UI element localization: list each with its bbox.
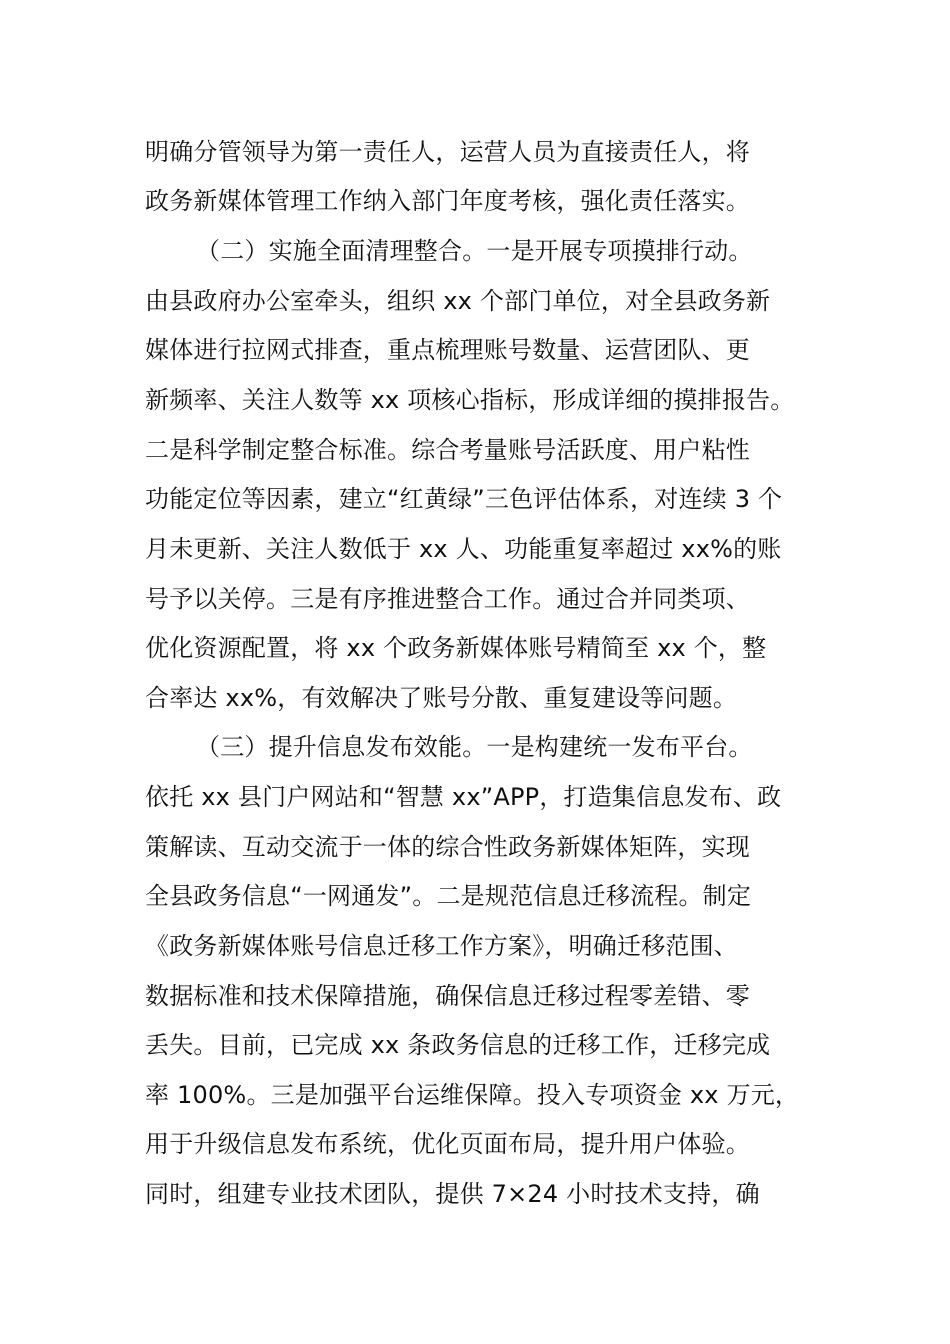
section-heading-line: （二）实施全面清理整合。一是开展专项摸排行动。 xyxy=(196,237,753,265)
paragraph-line: 用于升级信息发布系统，优化页面布局，提升用户体验。 xyxy=(145,1130,750,1158)
paragraph-line: 优化资源配置，将 xx 个政务新媒体账号精简至 xx 个，整 xyxy=(145,634,767,662)
paragraph-line: 功能定位等因素，建立“红黄绿”三色评估体系，对连续 3 个 xyxy=(145,485,783,513)
paragraph-line: 二是科学制定整合标准。综合考量账号活跃度、用户粘性 xyxy=(145,436,750,464)
paragraph-line: 新频率、关注人数等 xx 项核心指标，形成详细的摸排报告。 xyxy=(145,386,795,414)
paragraph-line: 全县政务信息“一网通发”。二是规范信息迁移流程。制定 xyxy=(145,882,752,910)
paragraph-line: 率 100%。三是加强平台运维保障。投入专项资金 xx 万元， xyxy=(145,1081,800,1109)
paragraph-line: 号予以关停。三是有序推进整合工作。通过合并同类项、 xyxy=(145,585,750,613)
paragraph-line: 政务新媒体管理工作纳入部门年度考核，强化责任落实。 xyxy=(145,187,750,215)
paragraph-line: 月未更新、关注人数低于 xx 人、功能重复率超过 xx%的账 xyxy=(145,535,782,563)
paragraph-line: 明确分管领导为第一责任人，运营人员为直接责任人，将 xyxy=(145,138,750,166)
paragraph-line: 数据标准和技术保障措施，确保信息迁移过程零差错、零 xyxy=(145,982,750,1010)
paragraph-line: 依托 xx 县门户网站和“智慧 xx”APP，打造集信息发布、政 xyxy=(145,783,782,811)
paragraph-line: 同时，组建专业技术团队，提供 7×24 小时技术支持，确 xyxy=(145,1180,760,1208)
paragraph-line: 策解读、互动交流于一体的综合性政务新媒体矩阵，实现 xyxy=(145,833,750,861)
paragraph-line: 由县政府办公室牵头，组织 xx 个部门单位，对全县政务新 xyxy=(145,287,771,315)
paragraph-line: 合率达 xx%，有效解决了账号分散、重复建设等问题。 xyxy=(145,684,738,712)
paragraph-line: 《政务新媒体账号信息迁移工作方案》，明确迁移范围、 xyxy=(145,932,738,960)
paragraph-line: 丢失。目前，已完成 xx 条政务信息的迁移工作，迁移完成 xyxy=(145,1031,771,1059)
section-heading-line: （三）提升信息发布效能。一是构建统一发布平台。 xyxy=(196,733,753,761)
paragraph-line: 媒体进行拉网式排查，重点梳理账号数量、运营团队、更 xyxy=(145,336,750,364)
